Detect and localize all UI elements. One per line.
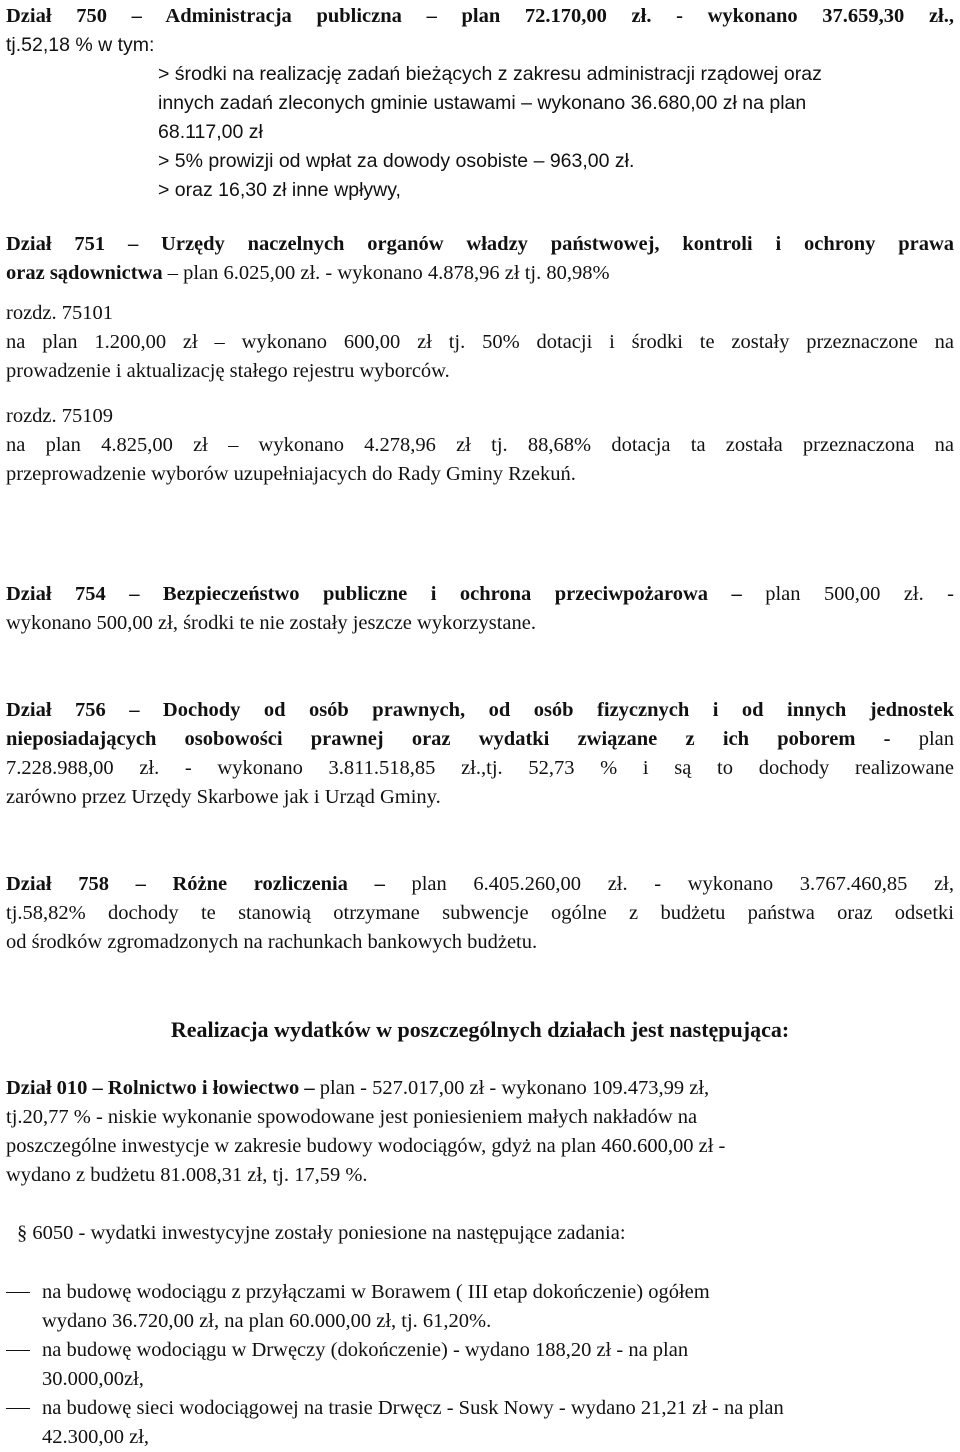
section-751-summary: – plan 6.025,00 zł. - wykonano 4.878,96 zł tj. 80,98%	[167, 262, 610, 284]
section-756-line-4: zarówno przez Urzędy Skarbowe jak i Urząd Gminy.	[6, 786, 441, 808]
task-2-line-1: na budowę wodociągu w Drwęczy (dokończenie) - wydano 188,20 zł - na plan	[42, 1339, 689, 1361]
task-list	[6, 1278, 954, 1452]
section-754	[6, 580, 954, 638]
task-3-line-1: na budowę sieci wodociągowej na trasie Drwęcz - Susk Nowy - wydano 21,21 zł - na plan	[42, 1397, 784, 1419]
section-010-title-bold: Dział 010 – Rolnictwo i łowiectwo –	[6, 1077, 315, 1099]
task-2-line-2: 30.000,00zł,	[42, 1368, 144, 1390]
section-sign-icon: §	[17, 1222, 28, 1244]
expenses-heading-block	[6, 1015, 954, 1044]
paragraph-6050-line	[6, 1219, 954, 1248]
section-010-line-3: poszczególne inwestycje w zakresie budowy wodociągów, gdyż na plan 460.600,00 zł -	[6, 1135, 726, 1157]
list-item	[6, 1394, 954, 1452]
section-754-plan: plan 500,00 zł. -	[765, 583, 955, 605]
section-010	[6, 1074, 954, 1190]
section-756	[6, 696, 954, 812]
section-756-title-cont	[6, 725, 954, 754]
section-758-plan: plan 6.405.260,00 zł. - wykonano 3.767.460,85 zł,	[411, 873, 955, 895]
task-3-line-2: 42.300,00 zł,	[42, 1426, 150, 1448]
subsection-75101-heading: rozdz. 75101	[6, 302, 114, 324]
section-010-line-4: wydano z budżetu 81.008,31 zł, tj. 17,59 %.	[6, 1164, 368, 1186]
section-756-title-bold: nieposiadających osobowości prawnej oraz wydatki związane z ich poborem -	[6, 728, 891, 750]
paragraph-6050	[6, 1219, 954, 1248]
section-010-title	[6, 1074, 954, 1103]
section-750-item-2: > 5% prowizji od wpłat za dowody osobiste – 963,00 zł.	[158, 150, 635, 172]
section-751-title: Dział 751 – Urzędy naczelnych organów władzy państwowej, kontroli i ochrony prawa	[6, 233, 954, 255]
section-758-line-2: tj.58,82% dochody te stanowią otrzymane subwencje ogólne z budżetu państwa oraz odsetki	[6, 902, 954, 924]
section-750-item-1-cont: innych zadań zleconych gminie ustawami – wykonano 36.680,00 zł na plan	[158, 92, 807, 114]
section-750-item-3: > oraz 16,30 zł inne wpływy,	[158, 179, 401, 201]
paragraph-6050-text: 6050 - wydatki inwestycyjne zostały poniesione na następujące zadania:	[32, 1222, 626, 1244]
subsection-75101-line-1: na plan 1.200,00 zł – wykonano 600,00 zł tj. 50% dotacji i środki te zostały przeznaczone na	[6, 331, 954, 353]
section-758-title	[6, 870, 954, 899]
dash-bullet-icon	[6, 1292, 30, 1293]
section-756-plan-label: plan	[918, 728, 954, 750]
section-756-title: Dział 756 – Dochody od osób prawnych, od osób fizycznych i od innych jednostek	[6, 699, 954, 721]
section-758-title-bold: Dział 758 – Różne rozliczenia –	[6, 873, 385, 895]
subsection-75109-line-2: przeprowadzenie wyborów uzupełniajacych do Rady Gminy Rzekuń.	[6, 463, 576, 485]
section-751-title-bold: oraz sądownictwa	[6, 262, 163, 284]
task-1-line-1: na budowę wodociągu z przyłączami w Borawem ( III etap dokończenie) ogółem	[42, 1281, 710, 1303]
dash-bullet-icon	[6, 1350, 30, 1351]
subsection-75101-line-2: prowadzenie i aktualizację stałego rejestru wyborców.	[6, 360, 450, 382]
list-item	[6, 1278, 954, 1336]
list-item	[6, 1336, 954, 1394]
section-751-title-cont	[6, 259, 954, 288]
section-751	[6, 230, 954, 489]
section-758-line-3: od środków zgromadzonych na rachunkach bankowych budżetu.	[6, 931, 538, 953]
expenses-heading: Realizacja wydatków w poszczególnych działach jest następująca:	[170, 1017, 790, 1042]
section-756-line-3: 7.228.988,00 zł. - wykonano 3.811.518,85 zł.,tj. 52,73 % i są to dochody realizowane	[6, 757, 954, 779]
subsection-75109-line-1: na plan 4.825,00 zł – wykonano 4.278,96 zł tj. 88,68% dotacja ta została przeznaczona na	[6, 434, 954, 456]
subsection-75109-heading: rozdz. 75109	[6, 405, 114, 427]
section-754-title	[6, 580, 954, 609]
task-1-line-2: wydano 36.720,00 zł, na plan 60.000,00 zł, tj. 61,20%.	[42, 1310, 492, 1332]
section-010-plan: plan - 527.017,00 zł - wykonano 109.473,99 zł,	[319, 1077, 710, 1099]
section-010-line-2: tj.20,77 % - niskie wykonanie spowodowane jest poniesieniem małych nakładów na	[6, 1106, 698, 1128]
section-750	[6, 2, 954, 205]
section-758	[6, 870, 954, 957]
section-750-percent: tj.52,18 % w tym:	[6, 34, 155, 56]
section-754-line-2: wykonano 500,00 zł, środki te nie zostały jeszcze wykorzystane.	[6, 612, 536, 634]
section-750-item-1-cont2: 68.117,00 zł	[158, 121, 263, 143]
section-750-item-1: > środki na realizację zadań bieżących z zakresu administracji rządowej oraz	[158, 63, 822, 85]
dash-bullet-icon	[6, 1408, 30, 1409]
section-754-title-bold: Dział 754 – Bezpieczeństwo publiczne i ochrona przeciwpożarowa –	[6, 583, 742, 605]
section-750-title: Dział 750 – Administracja publiczna – plan 72.170,00 zł. - wykonano 37.659,30 zł.,	[6, 5, 954, 27]
